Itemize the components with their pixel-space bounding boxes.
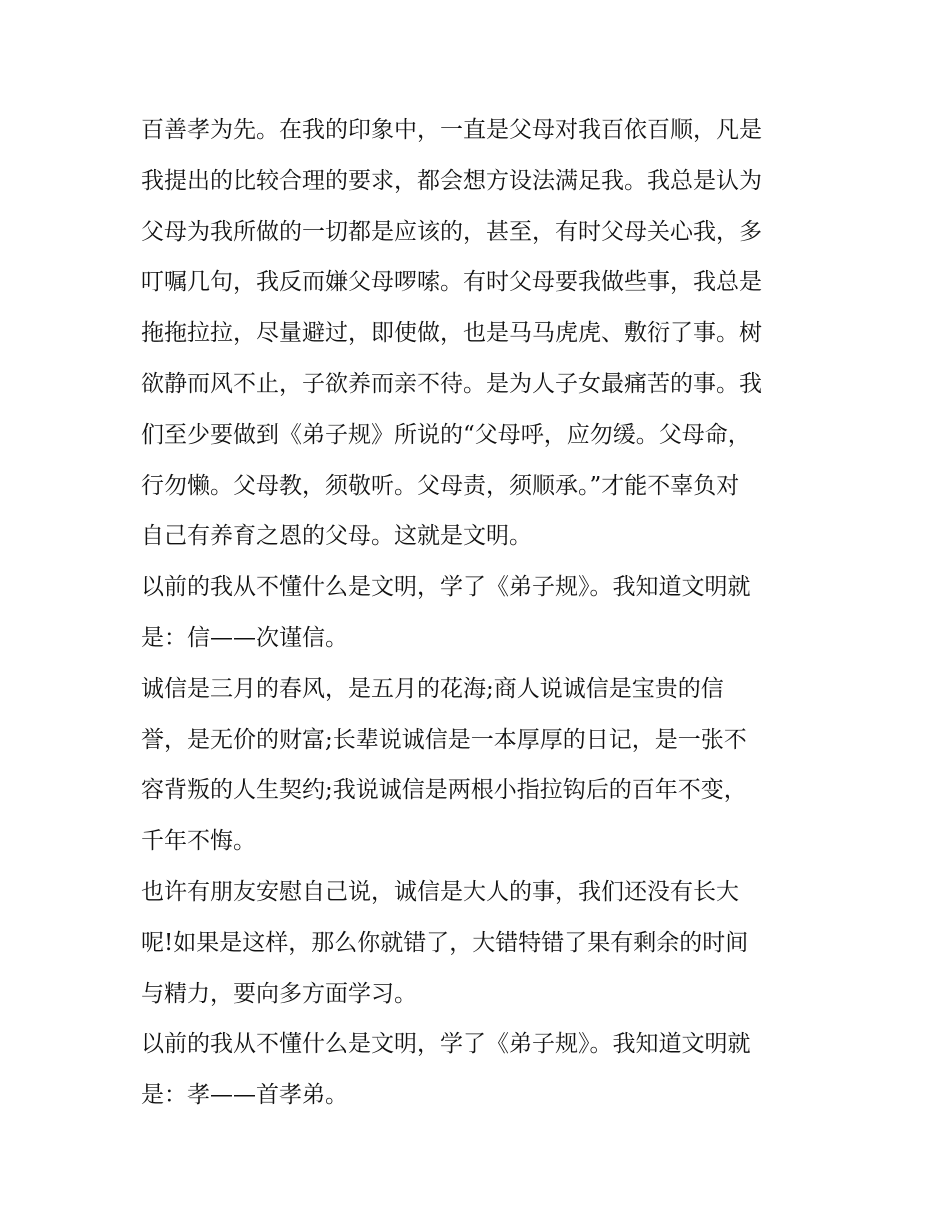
text-line: 诚信是三月的春风，是五月的花海;商人说诚信是宝贵的信	[141, 675, 724, 702]
text-line: 是：信——次谨信。	[141, 624, 348, 651]
paragraph	[141, 867, 821, 1019]
text-line: 叮嘱几句，我反而嫌父母啰嗦。有时父母要我做些事，我总是	[141, 269, 762, 296]
text-line: 以前的我从不懂什么是文明，学了《弟子规》。我知道文明就	[141, 574, 751, 601]
text-line: 父母为我所做的一切都是应该的，甚至，有时父母关心我，多	[141, 218, 762, 245]
text-line: 是：孝——首孝弟。	[141, 1082, 348, 1109]
paragraph	[141, 1019, 821, 1121]
text-line: 也许有朋友安慰自己说，诚信是大人的事，我们还没有长大	[141, 878, 739, 905]
text-line: 以前的我从不懂什么是文明，学了《弟子规》。我知道文明就	[141, 1031, 751, 1058]
text-line: 拖拖拉拉，尽量避过，即使做，也是马马虎虎、敷衍了事。树	[141, 320, 762, 347]
text-line: 我提出的比较合理的要求，都会想方设法满足我。我总是认为	[141, 167, 762, 194]
paragraph	[141, 105, 821, 562]
text-line: 行勿懒。父母教，须敬听。父母责，须顺承。”才能不辜负对	[141, 472, 740, 499]
paragraph	[141, 664, 821, 867]
text-line: 自己有养育之恩的父母。这就是文明。	[141, 523, 532, 550]
text-line: 们至少要做到《弟子规》所说的“父母呼，应勿缓。父母命，	[141, 421, 751, 448]
document-body	[141, 105, 821, 1121]
text-line: 千年不悔。	[141, 828, 256, 855]
text-line: 容背叛的人生契约;我说诚信是两根小指拉钩后的百年不变，	[141, 777, 747, 804]
text-line: 与精力，要向多方面学习。	[141, 980, 417, 1007]
text-line: 百善孝为先。在我的印象中，一直是父母对我百依百顺，凡是	[141, 117, 762, 143]
text-line: 欲静而风不止，子欲养而亲不待。是为人子女最痛苦的事。我	[141, 370, 762, 397]
paragraph	[141, 562, 821, 664]
text-line: 誉，是无价的财富;长辈说诚信是一本厚厚的日记，是一张不	[141, 726, 747, 753]
text-line: 呢!如果是这样，那么你就错了，大错特错了果有剩余的时间	[141, 929, 749, 956]
